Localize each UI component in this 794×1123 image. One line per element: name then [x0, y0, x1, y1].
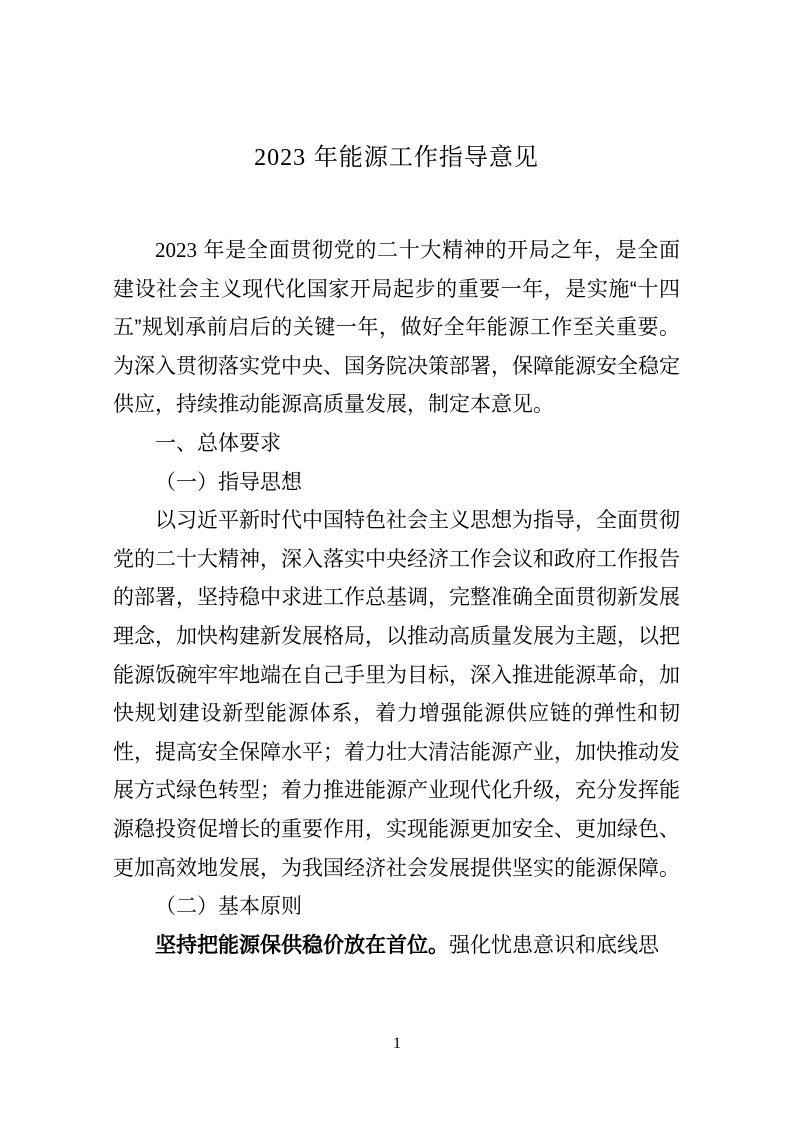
subsection-heading-basic-principles: （二）基本原则: [155, 895, 302, 919]
intro-text: 年是全面贯彻党的二十大精神的开局之年，是全面建设社会主义现代化国家开局起步的重要一年，是实施“十四五”规划承前启后的关键一年，做好全年能源工作至关重要。为深入贯彻落实党中央、国务院决策部署，保障能源安全稳定供应，持续推动能源高质量发展，制定本意见。: [113, 239, 680, 417]
intro-paragraph: [113, 231, 680, 425]
principle-bold-lead: 坚持把能源保供稳价放在首位。: [155, 933, 449, 957]
title-text: 年能源工作指导意见: [306, 144, 539, 171]
document-title: [113, 140, 680, 176]
subsection-heading-guiding-ideology: （一）指导思想: [155, 470, 302, 494]
document-content: [113, 140, 680, 965]
guiding-ideology-paragraph: 以习近平新时代中国特色社会主义思想为指导，全面贯彻党的二十大精神，深入落实中央经济工作会议和政府工作报告的部署，坚持稳中求进工作总基调，完整准确全面贯彻新发展理念，加快构建新发展格局，以推动高质量发展为主题，以把能源饭碗牢牢地端在自己手里为目标，深入推进能源革命，加快规划建设新型能源体系，着力增强能源供应链的弹性和韧性，提高安全保障水平；着力壮大清洁能源产业，加快推动发展方式绿色转型；着力推进能源产业现代化升级，充分发挥能源稳投资促增长的重要作用，实现能源更加安全、更加绿色、更加高效地发展，为我国经济社会发展提供坚实的能源保障。: [113, 509, 680, 880]
intro-year: 2023: [155, 238, 197, 262]
principle-body-text: 强化忧患意识和底线思: [449, 933, 659, 957]
title-year: 2023: [254, 145, 307, 171]
section-heading: 一、总体要求: [155, 431, 281, 455]
page-number: 1: [393, 1035, 401, 1052]
principle-paragraph: [113, 927, 680, 966]
